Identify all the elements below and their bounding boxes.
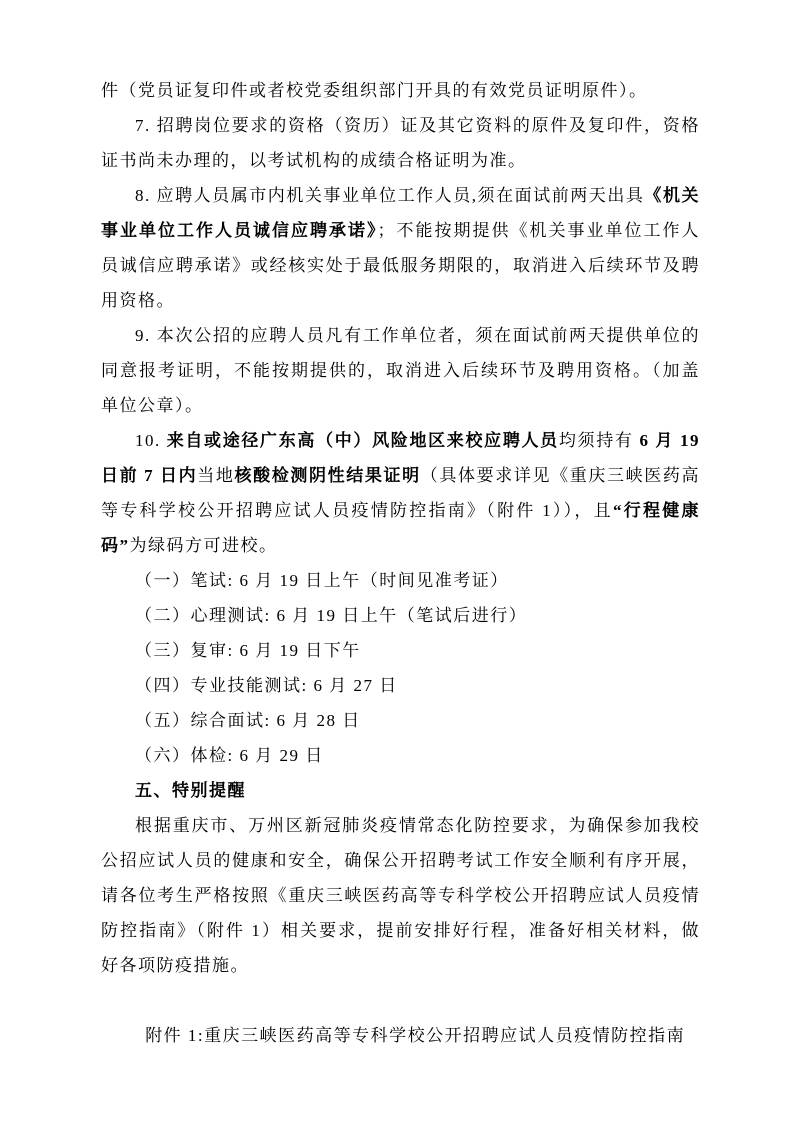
text-segment: 9. 本次公招的应聘人员凡有工作单位者，须在面试前两天提供单位的同意报考证明，不能按期提供的，取消进入后续环节及聘用资格。（加盖单位公章）。 <box>101 326 700 415</box>
bold-text-segment: 来自或途径广东高（中）风险地区来校应聘人员 <box>166 431 559 450</box>
text-segment: （五）综合面试: 6 月 28 日 <box>135 711 361 730</box>
text-segment: ；不能按期提供《机关事业单位工作人员诚信应聘承诺》或经核实处于最低服务期限的，取消进入后续环节及聘用资格。 <box>101 221 700 310</box>
text-segment: （二）心理测试: 6 月 19 日上午（笔试后进行） <box>135 606 528 625</box>
para-attachment-1 <box>101 1018 700 1053</box>
para-item-9 <box>101 318 700 423</box>
text-segment: 8. 应聘人员属市内机关事业单位工作人员,须在面试前两天出具 <box>135 186 645 205</box>
para-schedule-3-review <box>101 633 700 668</box>
text-segment: 7. 招聘岗位要求的资格（资历）证及其它资料的原件及复印件，资格证书尚未办理的，以考试机构的成绩合格证明为准。 <box>101 116 700 170</box>
text-segment: （三）复审: 6 月 19 日下午 <box>135 641 361 660</box>
text-segment: 均须持有 <box>558 431 640 450</box>
text-segment: 根据重庆市、万州区新冠肺炎疫情常态化防控要求，为确保参加我校公招应试人员的健康和安全，确保公开招聘考试工作安全顺利有序开展，请各位考生严格按照《重庆三峡医药高等专科学校公开招聘应试人员疫情防控指南》（附件 1）相关要求，提前安排好行程，准备好相关材料，做好各项防疫措施。 <box>101 816 700 975</box>
text-segment: （四）专业技能测试: 6 月 27 日 <box>135 676 398 695</box>
para-schedule-1-written-test <box>101 563 700 598</box>
text-segment: （具体要求详见《重庆三峡医药高等专科学校公开招聘应试人员疫情防控指南》（附件 1）），且 <box>101 466 700 520</box>
para-epidemic-notice <box>101 808 700 983</box>
bold-text-segment: 《机关事业单位工作人员诚信应聘承诺》 <box>101 186 701 240</box>
text-segment: 10. <box>135 431 167 450</box>
para-continuation-certificate <box>101 73 700 108</box>
text-segment: （一）笔试: 6 月 19 日上午（时间见准考证） <box>135 571 509 590</box>
text-segment: 为绿码方可进校。 <box>129 536 278 555</box>
para-schedule-4-skill-test <box>101 668 700 703</box>
para-item-8 <box>101 178 700 318</box>
heading-special-reminder <box>101 773 700 808</box>
para-item-7 <box>101 108 700 178</box>
bold-text-segment: 五、特别提醒 <box>135 781 246 800</box>
para-item-10 <box>101 423 700 563</box>
bold-text-segment: 核酸检测阴性结果证明 <box>234 466 421 485</box>
text-segment: （六）体检: 6 月 29 日 <box>135 746 324 765</box>
para-schedule-6-physical-exam <box>101 738 700 773</box>
document-body <box>101 73 700 1053</box>
para-schedule-2-psych-test <box>101 598 700 633</box>
text-segment: 附件 1:重庆三峡医药高等专科学校公开招聘应试人员疫情防控指南 <box>145 1026 686 1045</box>
bold-text-segment: 6 月 19 日前 7 日内 <box>101 431 701 485</box>
bold-text-segment: “行程健康码” <box>101 501 701 555</box>
text-segment: 件（党员证复印件或者校党委组织部门开具的有效党员证明原件）。 <box>101 81 648 100</box>
text-segment: 当地 <box>197 466 235 485</box>
para-schedule-5-interview <box>101 703 700 738</box>
